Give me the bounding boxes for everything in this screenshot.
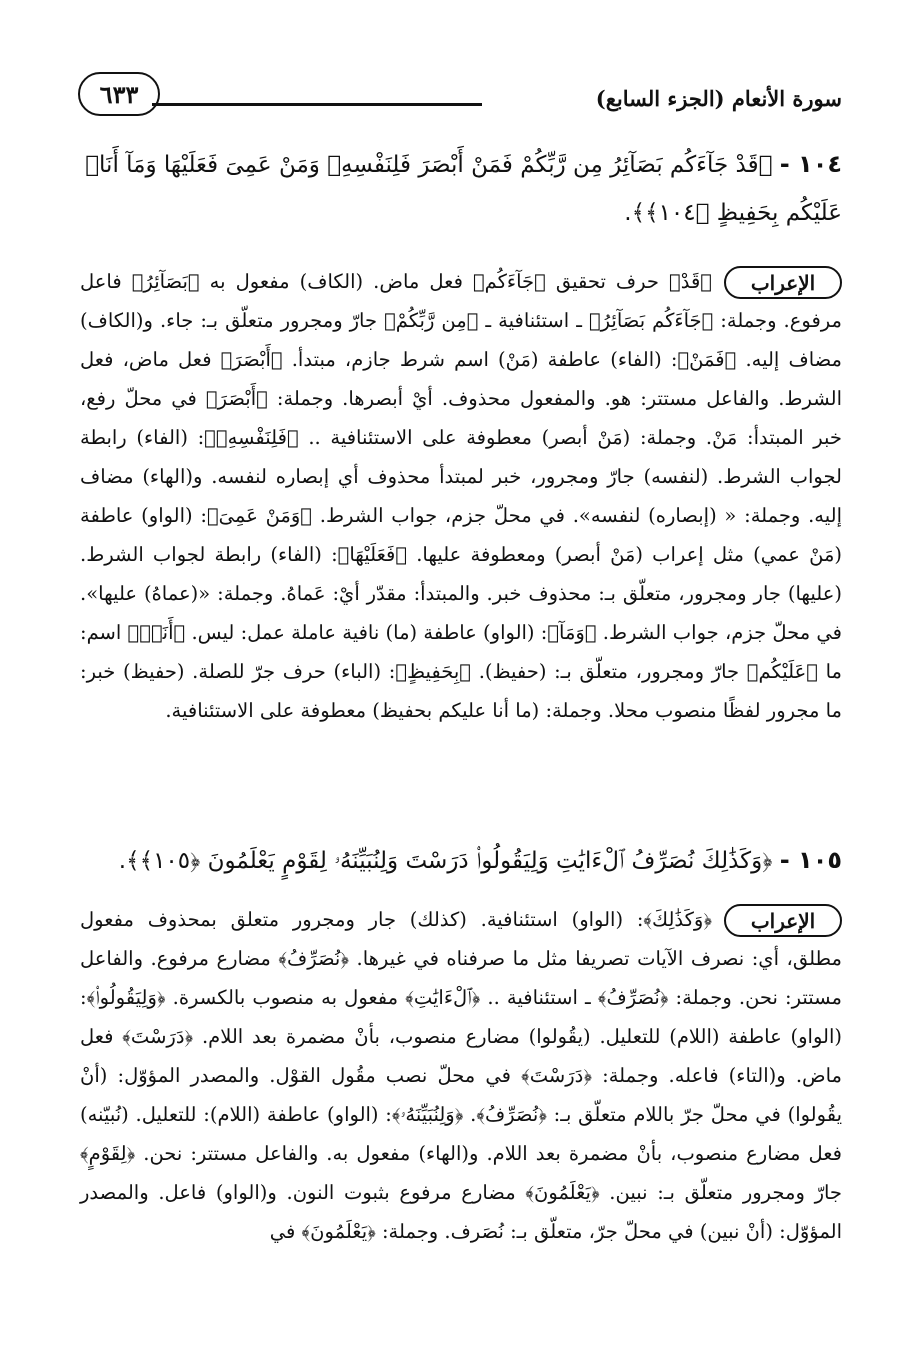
verse-number: ١٠٤ - [779,150,842,178]
irab-label: الإعراب [724,266,842,299]
verse-104 [80,140,842,237]
verse-text: ﴿قَدْ جَآءَكُم بَصَآئِرُ مِن رَّبِّكُمْ فَمَنْ أَبْصَرَ فَلِنَفْسِهِۦ وَمَنْ عَمِىَ فَعَلَيْهَا وَمَآ أَنَا۠ عَلَيْكُم بِحَفِيظٍ ﴿١٠٤﴾﴾. [85,152,842,226]
page-header [78,68,842,124]
verse-105 [80,836,842,885]
irab-block-104 [80,262,842,730]
verse-number: ١٠٥ - [779,846,842,874]
page-number: ٦٣٣ [78,72,160,116]
irab-label: الإعراب [724,904,842,937]
irab-text: ﴿وَكَذَٰلِكَ﴾: (الواو) استئنافية. (كذلك) جار ومجرور متعلق بمحذوف مفعول مطلق، أي: نصرف الآيات تصريفا مثل ما صرفناه في غيرها. ﴿نُصَرِّفُ﴾ مضارع مرفوع. والفاعل مستتر: نحن. وجملة: ﴿نُصَرِّفُ﴾ ـ استئنافية .. ﴿ٱلْءَايَٰتِ﴾ مفعول به منصوب بالكسرة. ﴿وَلِيَقُولُوا۟﴾: (الواو) عاطفة (اللام) للتعليل. (يقُولوا) مضارع منصوب، بأنْ مضمرة بعد اللام. ﴿دَرَسْتَ﴾ فعل ماض. و(التاء) فاعله. وجملة: ﴿دَرَسْتَ﴾ في محلّ نصب مقُول القوْل. والمصدر المؤوّل: (أنْ يقُولوا) في محلّ جرّ باللام متعلّق بـ: ﴿نُصَرِّفُ﴾. ﴿وَلِنُبَيِّنَهُۥ﴾: (الواو) عاطفة (اللام): للتعليل. (نُبيّنه) فعل مضارع منصوب، بأنْ مضمرة بعد اللام. و(الهاء) مفعول به. والفاعل مستتر: نحن. ﴿لِقَوْمٍ﴾ جارّ ومجرور متعلّق بـ: نبين. ﴿يَعْلَمُونَ﴾ مضارع مرفوع بثبوت النون. و(الواو) فاعل. والمصدر المؤوّل: (أنْ نبين) في محلّ جرّ، متعلّق بـ: نُصَرف. وجملة: ﴿يَعْلَمُونَ﴾ في [80,908,842,1243]
header-rule [152,103,482,106]
running-title: سورة الأنعام (الجزء السابع) [595,86,842,111]
irab-block-105 [80,900,842,1251]
verse-text: ﴿وَكَذَٰلِكَ نُصَرِّفُ ٱلْءَايَٰتِ وَلِيَقُولُوا۟ دَرَسْتَ وَلِنُبَيِّنَهُۥ لِقَوْمٍ يَعْلَمُونَ ﴿١٠٥﴾﴾. [118,848,773,874]
irab-text: ﴿قَدْ﴾ حرف تحقيق ﴿جَآءَكُم﴾ فعل ماض. (الكاف) مفعول به ﴿بَصَآئِرُ﴾ فاعل مرفوع. وجملة: ﴿جَآءَكُم بَصَآئِرُ﴾ ـ استئنافية ـ ﴿مِن رَّبِّكُمْ﴾ جارّ ومجرور متعلّق بـ: جاء. و(الكاف) مضاف إليه. ﴿فَمَنْ﴾: (الفاء) عاطفة (مَنْ) اسم شرط جازم، مبتدأ. ﴿أَبْصَرَ﴾ فعل ماض، فعل الشرط. والفاعل مستتر: هو. والمفعول محذوف. أيْ أبصرها. وجملة: ﴿أَبْصَرَ﴾ في محلّ رفع، خبر المبتدأ: مَنْ. وجملة: (مَنْ أبصر) معطوفة على الاستئنافية .. ﴿فَلِنَفْسِهِۦ﴾: (الفاء) رابطة لجواب الشرط. (لنفسه) جارّ ومجرور، خبر لمبتدأ محذوف أي إبصاره لنفسه. و(الهاء) مضاف إليه. وجملة: « (إبصاره) لنفسه». في محلّ جزم، جواب الشرط. ﴿وَمَنْ عَمِىَ﴾: (الواو) عاطفة (مَنْ عمي) مثل إعراب (مَنْ أبصر) ومعطوفة عليها. ﴿فَعَلَيْهَا﴾: (الفاء) رابطة لجواب الشرط. (عليها) جار ومجرور، متعلّق بـ: محذوف خبر. والمبتدأ: مقدّر أيْ: عَماهُ. وجملة: «(عماهُ) عليها». في محلّ جزم، جواب الشرط. ﴿وَمَآ﴾: (الواو) عاطفة (ما) نافية عاملة عمل: ليس. ﴿أَنَا۠﴾ اسم: ما ﴿عَلَيْكُم﴾ جارّ ومجرور، متعلّق بـ: (حفيظ). ﴿بِحَفِيظٍ﴾: (الباء) حرف جرّ للصلة. (حفيظ) خبر: ما مجرور لفظًا منصوب محلا. وجملة: (ما أنا عليكم بحفيظ) معطوفة على الاستئنافية. [80,270,842,722]
